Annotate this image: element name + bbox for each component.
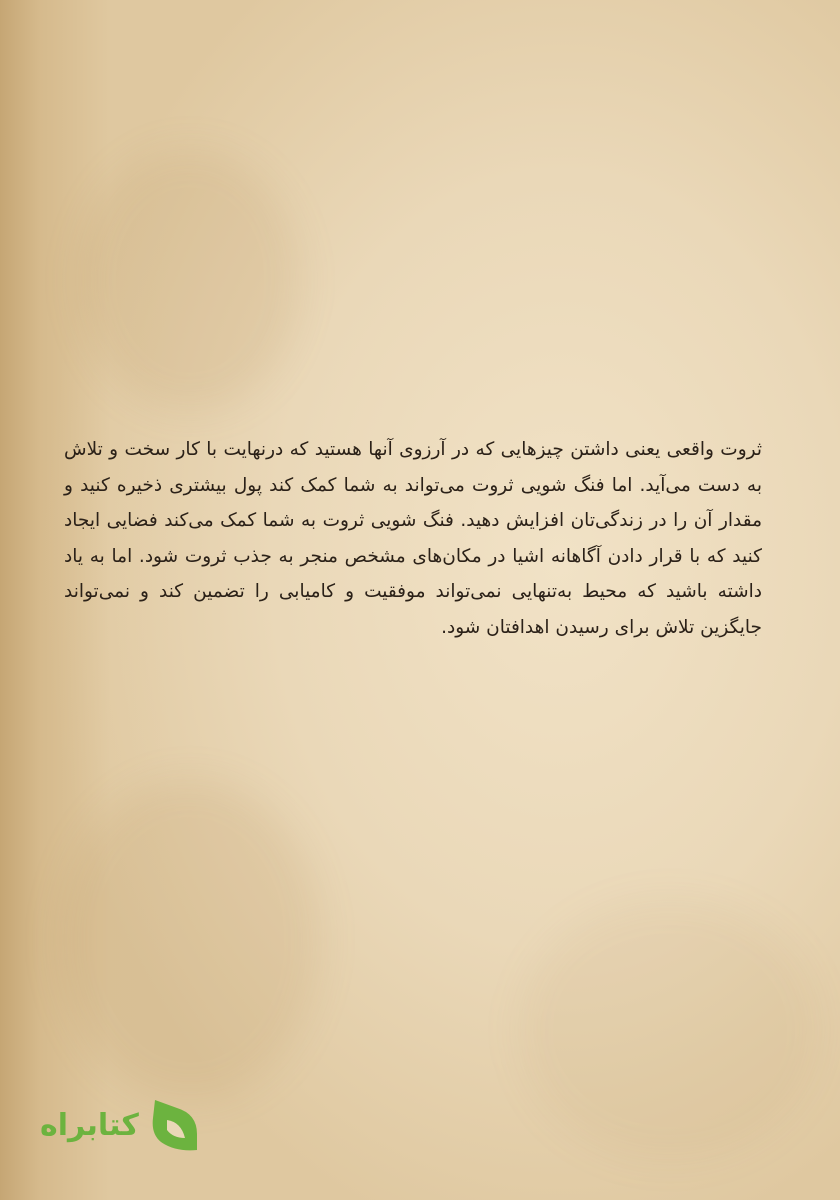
- book-leaf-icon: [147, 1094, 203, 1156]
- publisher-logo: [40, 1094, 203, 1156]
- body-paragraph: ثروت واقعی یعنی داشتن چیزهایی که در آرزوی آنها هستید که درنهایت با کار سخت و تلاش به دست می‌آید. اما فنگ شویی ثروت می‌تواند به شما کمک کند پول بیشتری ذخیره کنید و مقدار آن را در زندگی‌تان افزایش دهید. فنگ شویی ثروت به شما کمک می‌کند فضایی ایجاد کنید که با قرار دادن آگاهانه اشیا در مکان‌های مشخص منجر به جذب ثروت شود. اما به یاد داشته باشید که محیط به‌تنهایی نمی‌تواند موفقیت و کامیابی را تضمین کند و نمی‌تواند جایگزین تلاش برای رسیدن اهدافتان شود.: [64, 439, 762, 638]
- publisher-logo-text: کتابراه: [40, 1107, 139, 1143]
- paper-stain: [520, 900, 820, 1160]
- paper-stain: [60, 780, 320, 1100]
- paper-stain: [80, 150, 300, 410]
